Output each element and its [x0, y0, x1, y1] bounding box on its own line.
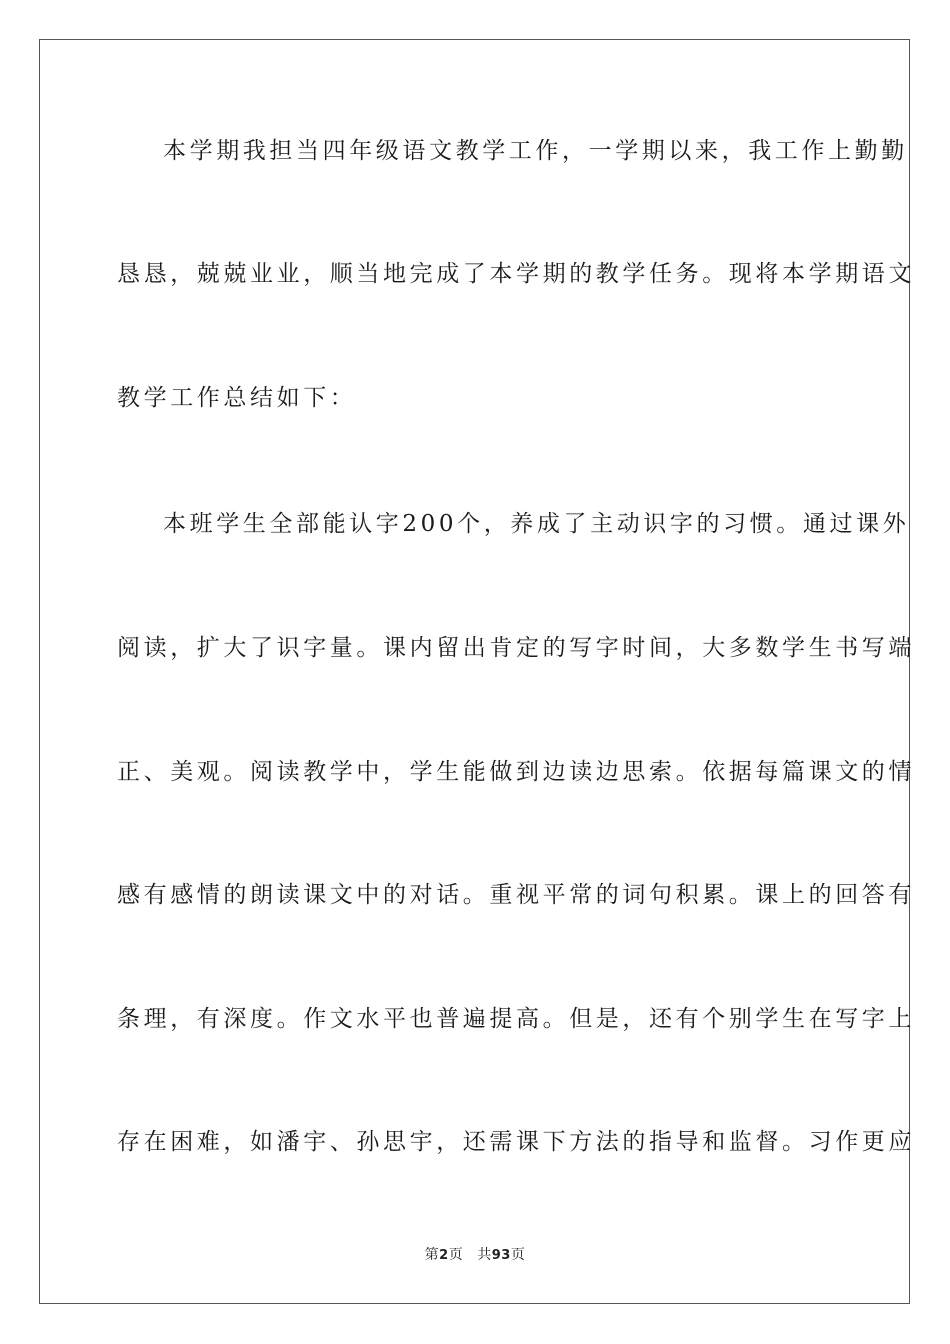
paragraph-2-line-1: 本班学生全部能认字200个，养成了主动识字的习惯。通过课外: [163, 511, 910, 537]
total-prefix: 共: [477, 1247, 492, 1263]
page-number: 2: [439, 1248, 449, 1263]
page-border: [39, 39, 915, 1304]
page-footer: [0, 1245, 950, 1266]
paragraph-2-line-2: 阅读，扩大了识字量。课内留出肯定的写字时间，大多数学生书写端: [117, 635, 915, 661]
paragraph-1-line-2: 恳恳，兢兢业业，顺当地完成了本学期的教学任务。现将本学期语文: [117, 261, 915, 287]
paragraph-2-line-4: 感有感情的朗读课文中的对话。重视平常的词句积累。课上的回答有: [117, 882, 915, 908]
paragraph-2-line-3: 正、美观。阅读教学中，学生能做到边读边思索。依据每篇课文的情: [117, 759, 915, 785]
paragraph-1-line-1: 本学期我担当四年级语文教学工作，一学期以来，我工作上勤勤: [163, 138, 908, 164]
paragraph-1-line-3: 教学工作总结如下：: [117, 385, 357, 411]
page-prefix: 第: [424, 1247, 440, 1263]
paragraph-2-line-5: 条理，有深度。作文水平也普遍提高。但是，还有个别学生在写字上: [117, 1006, 915, 1032]
paragraph-2-line-6: 存在困难，如潘宇、孙思宇，还需课下方法的指导和监督。习作更应: [117, 1129, 915, 1155]
page-suffix: 页: [448, 1247, 464, 1263]
total-suffix: 页: [510, 1247, 526, 1263]
total-pages: 93: [491, 1248, 511, 1263]
